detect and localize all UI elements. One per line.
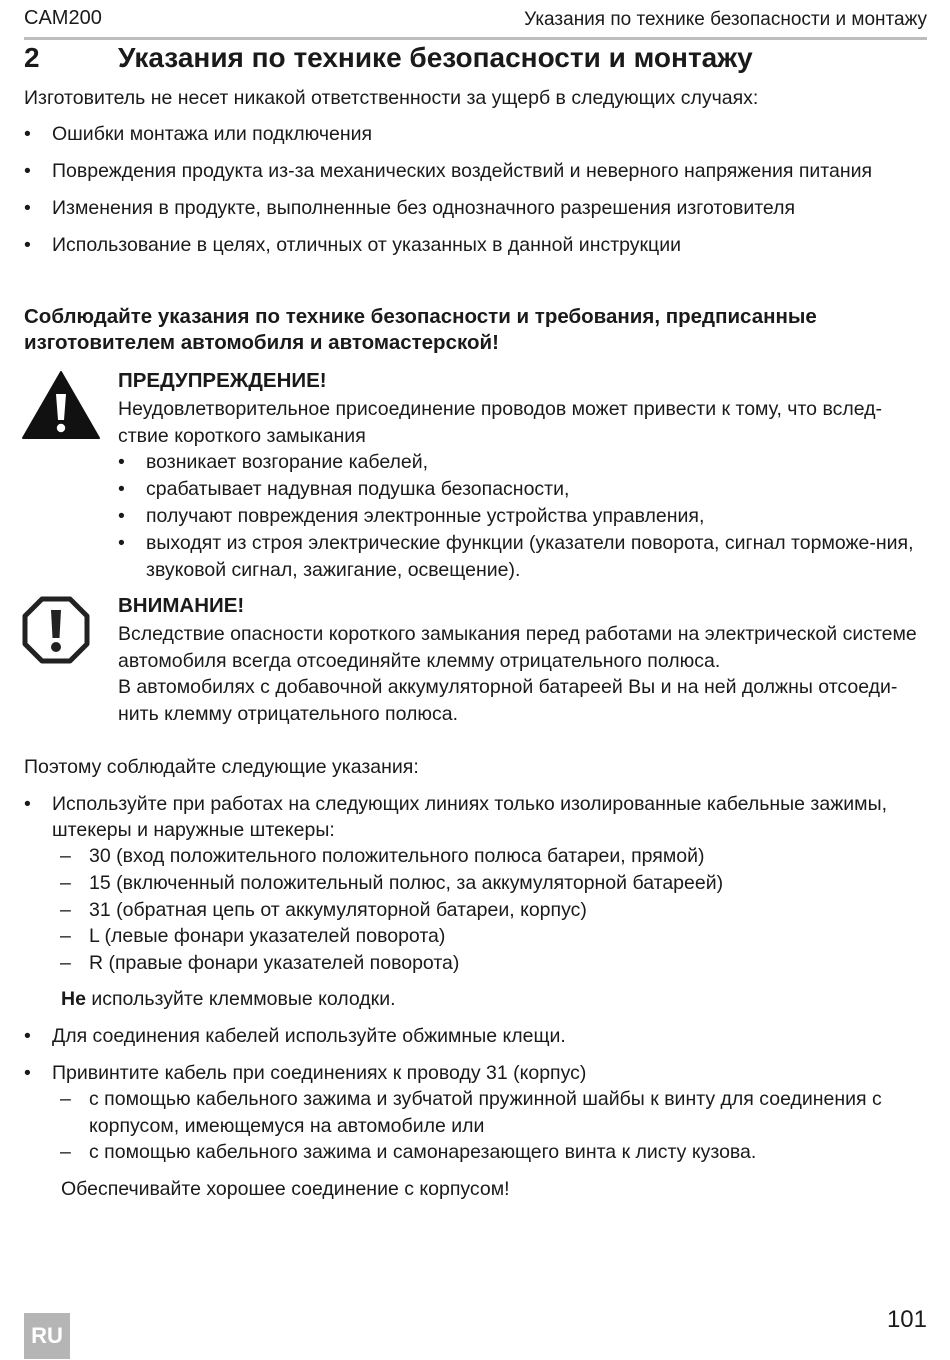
caution-title: ВНИМАНИЕ! <box>118 594 245 617</box>
list-item-text: возникает возгорание кабелей, <box>146 451 429 473</box>
bullet: • <box>118 532 125 554</box>
list-item-text: выходят из строя электрические функции (указатели поворота, сигнал торможе-ния, звуковой сигнал, зажигание, освещение). <box>146 532 914 581</box>
line-item-text: L (левые фонари указателей поворота) <box>89 925 446 947</box>
line-item-text: 30 (вход положительного положительного полюса батареи, прямой) <box>89 845 705 867</box>
list-item-text: получают повреждения электронные устройства управления, <box>146 505 705 527</box>
header-divider <box>24 37 927 40</box>
intro-paragraph: Изготовитель не несет никакой ответственности за ущерб в следующих случаях: <box>24 87 759 109</box>
caution-text: Вследствие опасности короткого замыкания перед работами на электрической системе автомобиля всегда отсоединяйте клемму отрицательного полюса. <box>118 623 917 672</box>
header-model: CAM200 <box>24 7 102 29</box>
list-item-text: Изменения в продукте, выполненные без однозначного разрешения изготовителя <box>52 197 796 219</box>
bullet: • <box>24 160 31 182</box>
bullet: • <box>24 1062 31 1084</box>
list-item-text: Используйте при работах на следующих линиях только изолированные кабельные зажимы, штекеры и наружные штекеры: <box>52 793 887 841</box>
caution-octagon-icon <box>22 596 90 669</box>
dash: – <box>60 925 71 947</box>
warning-text: Неудовлетворительное присоединение проводов может привести к тому, что вслед-ствие короткого замыкания <box>118 398 882 447</box>
bullet: • <box>24 234 31 256</box>
bullet: • <box>24 123 31 145</box>
dash: – <box>60 845 71 867</box>
line-item-text: R (правые фонари указателей поворота) <box>89 952 460 974</box>
list-item-text: Ошибки монтажа или подключения <box>52 123 373 145</box>
line-item-text: 15 (включенный положительный полюс, за аккумуляторной батареей) <box>89 872 724 894</box>
list-item-text: Привинтите кабель при соединениях к проводу 31 (корпус) <box>52 1062 587 1084</box>
warning-title: ПРЕДУПРЕЖДЕНИЕ! <box>118 369 327 392</box>
safety-note-bold: Соблюдайте указания по технике безопасности и требования, предписанные изготовителем автомобиля и автомастерской! <box>24 305 817 354</box>
header-title: Указания по технике безопасности и монтажу <box>524 9 927 30</box>
terminal-block-note <box>61 986 396 1012</box>
dash: – <box>60 872 71 894</box>
dash: – <box>60 1088 71 1110</box>
bullet: • <box>118 505 125 527</box>
list-item-text: Использование в целях, отличных от указанных в данной инструкции <box>52 234 682 256</box>
dash: – <box>60 952 71 974</box>
section-number: 2 <box>24 42 40 73</box>
ground-note: Обеспечивайте хорошее соединение с корпусом! <box>61 1178 510 1200</box>
line-item-text: с помощью кабельного зажима и самонарезающего винта к листу кузова. <box>89 1141 757 1163</box>
terminal-block-note-text: используйте клеммовые колодки. <box>85 988 396 1010</box>
follow-intro: Поэтому соблюдайте следующие указания: <box>24 756 419 778</box>
caution-text-2: В автомобилях с добавочной аккумуляторной батареей Вы и на ней должны отсоеди-нить клемму отрицательного полюса. <box>118 676 898 725</box>
not-emphasis: Не <box>61 988 86 1010</box>
bullet: • <box>118 451 125 473</box>
list-item-text: срабатывает надувная подушка безопасности, <box>146 478 570 500</box>
language-tag: RU <box>24 1313 70 1359</box>
page-number: 101 <box>886 1306 927 1333</box>
dash: – <box>60 1141 71 1163</box>
warning-triangle-icon <box>22 370 100 445</box>
bullet: • <box>24 793 31 815</box>
dash: – <box>60 899 71 921</box>
line-item-text: 31 (обратная цепь от аккумуляторной батареи, корпус) <box>89 899 587 921</box>
bullet: • <box>24 1025 31 1047</box>
line-item-text: с помощью кабельного зажима и зубчатой пружинной шайбы к винту для соединения с корпусом, имеющемуся на автомобиле или <box>89 1088 882 1137</box>
bullet: • <box>118 478 125 500</box>
section-title: Указания по технике безопасности и монтажу <box>118 42 753 73</box>
list-item-text: Для соединения кабелей используйте обжимные клещи. <box>52 1025 566 1047</box>
bullet: • <box>24 197 31 219</box>
list-item-text: Повреждения продукта из-за механических воздействий и неверного напряжения питания <box>52 160 873 182</box>
